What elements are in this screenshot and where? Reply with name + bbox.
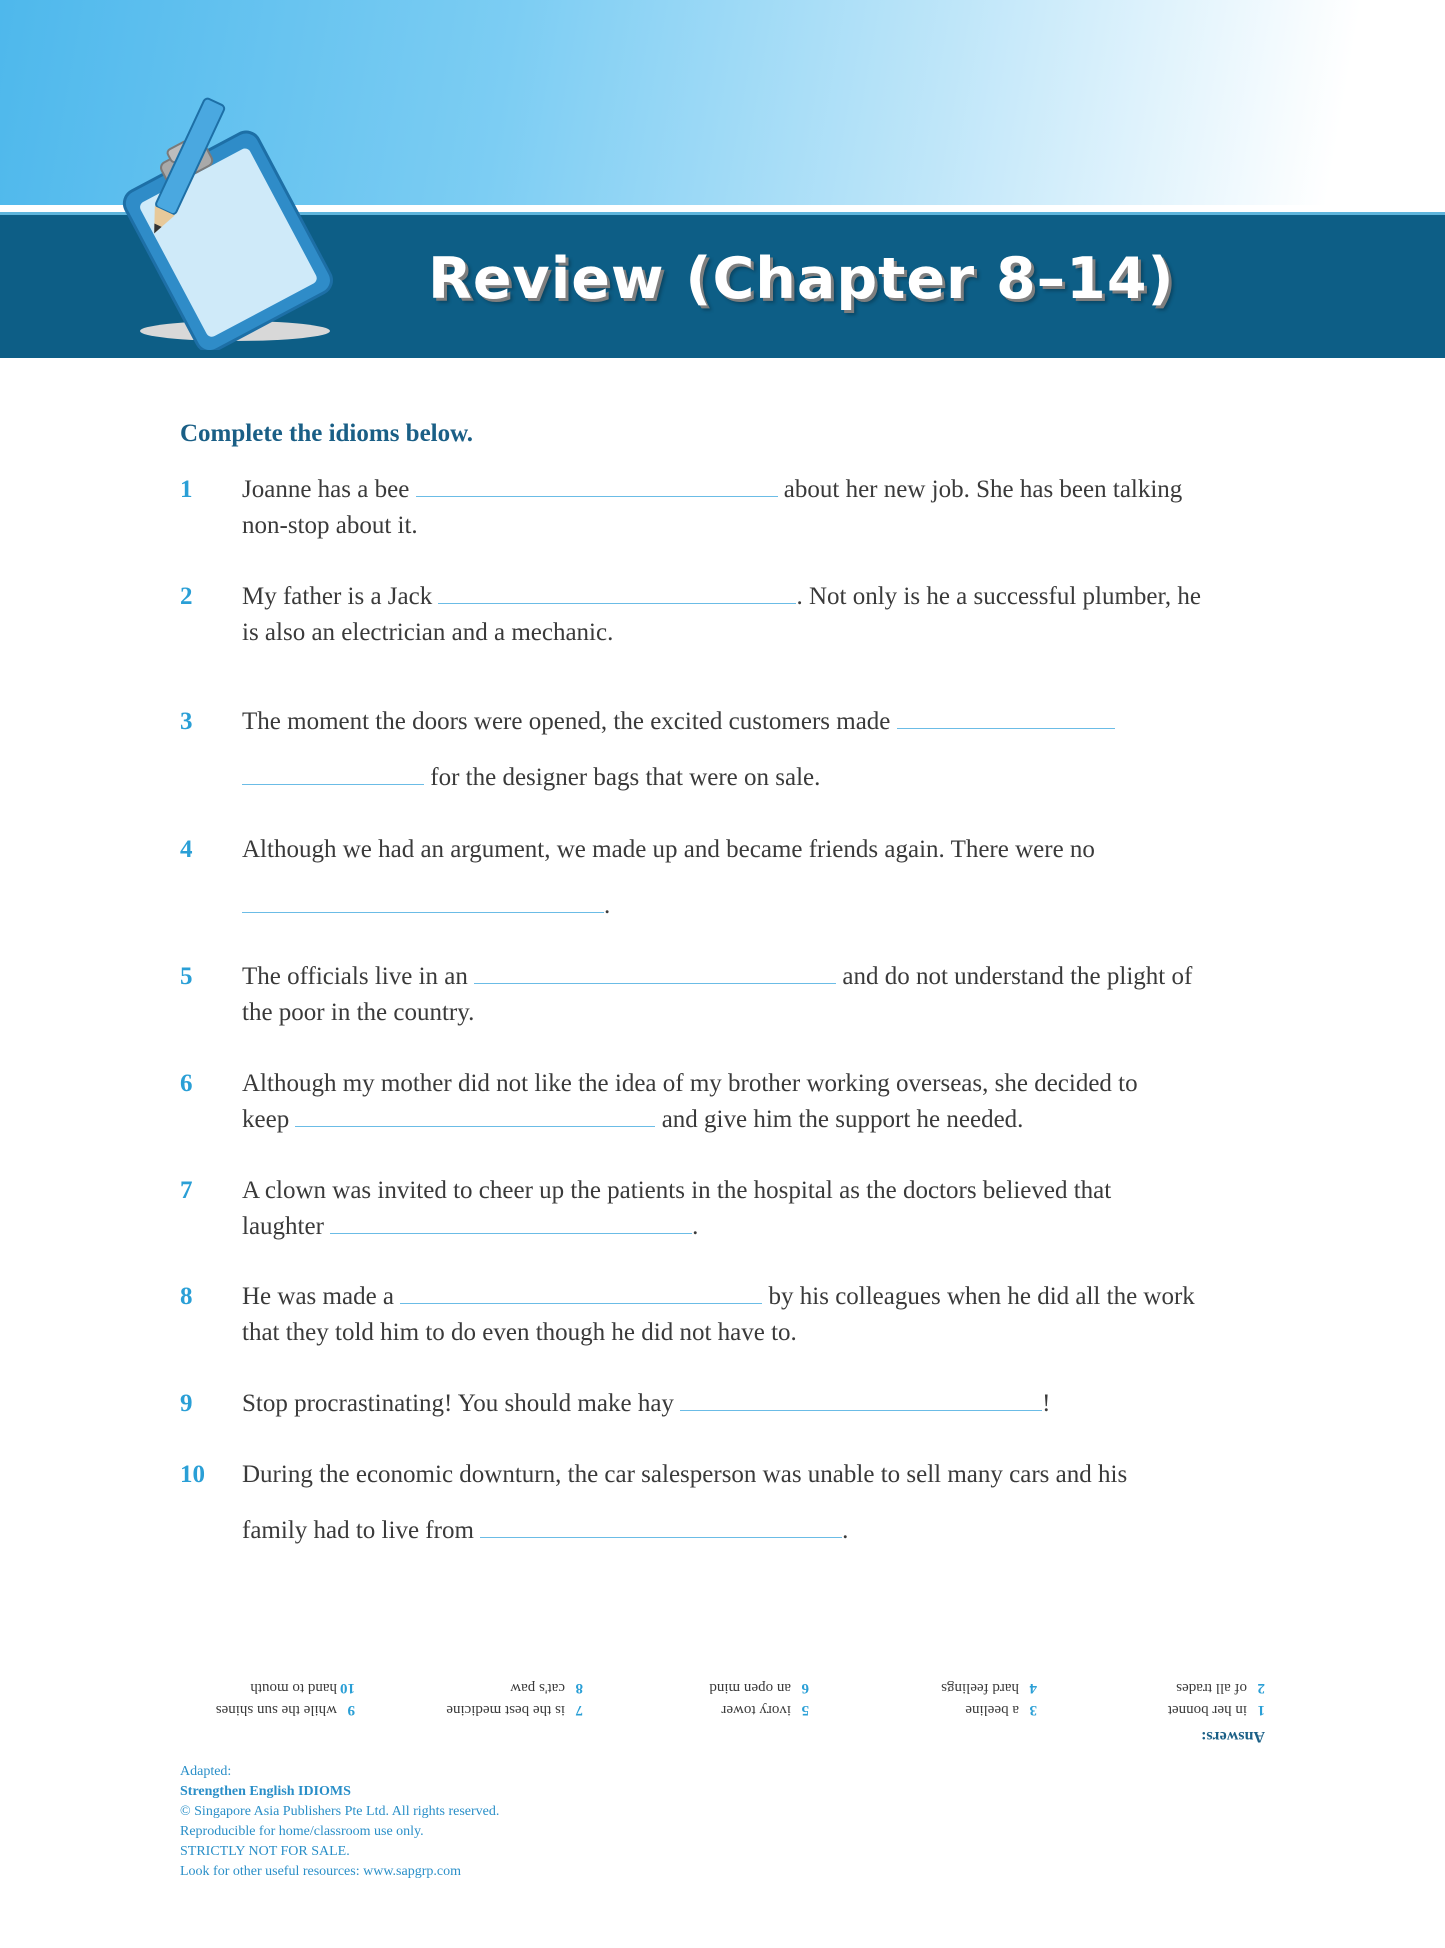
answer-number: 3	[1029, 1702, 1037, 1718]
answers-column-2	[941, 1677, 1037, 1721]
answer-number: 9	[347, 1702, 355, 1718]
question-text-line2: .	[842, 1517, 849, 1544]
question-text-line2-wrap	[242, 1102, 1262, 1138]
answer-item	[446, 1677, 583, 1699]
question-number: 1	[180, 476, 193, 503]
credits-reproducible: Reproducible for home/classroom use only.	[180, 1824, 424, 1839]
question-text	[242, 579, 1262, 651]
answer-number: 4	[1029, 1680, 1037, 1696]
answer-blank[interactable]	[480, 1517, 842, 1538]
question-text-line2-before: laughter	[242, 1213, 324, 1240]
question-text-before: My father is a Jack	[242, 583, 433, 610]
answer-item	[216, 1699, 355, 1721]
answer-item	[446, 1699, 583, 1721]
page-title: Review (Chapter 8–14)	[428, 246, 1175, 312]
answer-number: 8	[575, 1680, 583, 1696]
question-text-before: Joanne has a bee	[242, 476, 410, 503]
answers-column-4	[446, 1677, 583, 1721]
question-number: 4	[180, 836, 193, 863]
answers-title: Answers:	[1201, 1728, 1265, 1745]
question-text-line2-wrap	[242, 1503, 1262, 1559]
answer-number: 2	[1257, 1680, 1265, 1696]
answer-item	[941, 1677, 1037, 1699]
answer-blank[interactable]	[897, 708, 1115, 729]
answers-column-5	[216, 1677, 355, 1721]
question-text-before: During the economic downturn, the car salesperson was unable to sell many cars and his	[242, 1461, 1128, 1488]
answer-number: 6	[801, 1680, 809, 1696]
question-text	[242, 1447, 1262, 1559]
answer-blank[interactable]	[295, 1106, 655, 1127]
answer-blank[interactable]	[438, 583, 796, 604]
answer-blank[interactable]	[330, 1213, 692, 1234]
answer-item	[1168, 1677, 1265, 1699]
question-text-after: and do not understand the plight of	[842, 963, 1193, 990]
question-text-line2-wrap	[242, 1209, 1262, 1245]
answer-blank[interactable]	[416, 476, 778, 497]
question-number: 2	[180, 583, 193, 610]
instruction-heading: Complete the idioms below.	[180, 420, 474, 447]
question-number: 8	[180, 1283, 193, 1310]
answers-column-3	[709, 1677, 809, 1721]
question-text-after: by his colleagues when he did all the work	[768, 1283, 1195, 1310]
answer-blank[interactable]	[242, 764, 424, 785]
answer-text: hand to mouth	[250, 1680, 337, 1696]
question-text-before: Stop procrastinating! You should make hay	[242, 1390, 674, 1417]
answer-text: cat's paw	[510, 1680, 565, 1696]
credits-not-for-sale: STRICTLY NOT FOR SALE.	[180, 1844, 350, 1859]
answers-column-1	[1168, 1677, 1265, 1721]
question-number: 7	[180, 1177, 193, 1204]
question-text-line2: and give him the support he needed.	[661, 1106, 1024, 1133]
answer-text: is the best medicine	[446, 1702, 565, 1718]
question-text-line2-before: keep	[242, 1106, 290, 1133]
question-text	[242, 472, 1262, 544]
question-text-line2: .	[692, 1213, 699, 1240]
answer-item	[709, 1677, 809, 1699]
question-text	[242, 694, 1262, 806]
question-text-after: !	[1042, 1390, 1051, 1417]
answer-item	[1168, 1699, 1265, 1721]
question-text-before: The officials live in an	[242, 963, 468, 990]
question-text-after: . Not only is he a successful plumber, he	[796, 583, 1201, 610]
question-text-after: about her new job. She has been talking	[783, 476, 1183, 503]
question-text-line2: .	[604, 892, 611, 919]
answer-text: of all trades	[1176, 1680, 1247, 1696]
answer-text: hard feelings	[941, 1680, 1019, 1696]
answer-item	[941, 1699, 1037, 1721]
question-text-line2: that they told him to do even though he did not have to.	[242, 1319, 797, 1346]
credits-resources-link[interactable]: Look for other useful resources: www.sapgrp.com	[180, 1864, 461, 1879]
answer-number: 1	[1257, 1702, 1265, 1718]
question-number: 6	[180, 1070, 193, 1097]
answer-text: an open mind	[709, 1680, 791, 1696]
question-text-line2: the poor in the country.	[242, 999, 475, 1026]
question-number: 10	[180, 1461, 205, 1488]
answer-number: 5	[801, 1702, 809, 1718]
answer-text: ivory tower	[721, 1702, 791, 1718]
question-text-before: Although we had an argument, we made up and became friends again. There were no	[242, 836, 1095, 863]
question-text-line2: for the designer bags that were on sale.	[430, 764, 821, 791]
answer-number: 7	[575, 1702, 583, 1718]
answer-text: while the sun shines	[215, 1702, 337, 1718]
answer-item	[216, 1677, 355, 1699]
question-number: 5	[180, 963, 193, 990]
question-text-before: Although my mother did not like the idea of my brother working overseas, she decided to	[242, 1070, 1138, 1097]
question-text-line2-wrap	[242, 750, 1262, 806]
answer-blank[interactable]	[474, 963, 836, 984]
answer-text: in her bonnet	[1167, 1702, 1247, 1718]
question-text-line2: non-stop about it.	[242, 512, 418, 539]
answer-text: a beeline	[965, 1702, 1019, 1718]
credits-copyright: © Singapore Asia Publishers Pte Ltd. All rights reserved.	[180, 1804, 500, 1819]
question-number: 9	[180, 1390, 193, 1417]
question-text	[242, 1386, 1262, 1422]
question-text	[242, 1066, 1262, 1138]
question-text	[242, 822, 1262, 934]
credits-block	[180, 1762, 499, 1882]
question-number: 3	[180, 708, 193, 735]
question-text-before: A clown was invited to cheer up the patients in the hospital as the doctors believed that	[242, 1177, 1112, 1204]
question-text-before: He was made a	[242, 1283, 395, 1310]
answer-blank[interactable]	[680, 1390, 1042, 1411]
credits-adapted: Adapted:	[180, 1764, 232, 1779]
answer-blank[interactable]	[242, 892, 604, 913]
question-text-line2: is also an electrician and a mechanic.	[242, 619, 614, 646]
answers-upside-down	[0, 1655, 1445, 1745]
credits-book-title: Strengthen English IDIOMS	[180, 1784, 351, 1799]
question-text-line2-wrap	[242, 878, 1262, 934]
answer-blank[interactable]	[400, 1283, 762, 1304]
answer-number: 10	[340, 1680, 355, 1696]
question-text-line2-before: family had to live from	[242, 1517, 474, 1544]
clipboard-pencil-icon	[115, 95, 345, 350]
answers-block	[165, 1655, 1265, 1745]
question-text-before: The moment the doors were opened, the excited customers made	[242, 708, 891, 735]
question-text	[242, 959, 1262, 1031]
answer-item	[709, 1699, 809, 1721]
question-text	[242, 1173, 1262, 1245]
question-text	[242, 1279, 1262, 1351]
